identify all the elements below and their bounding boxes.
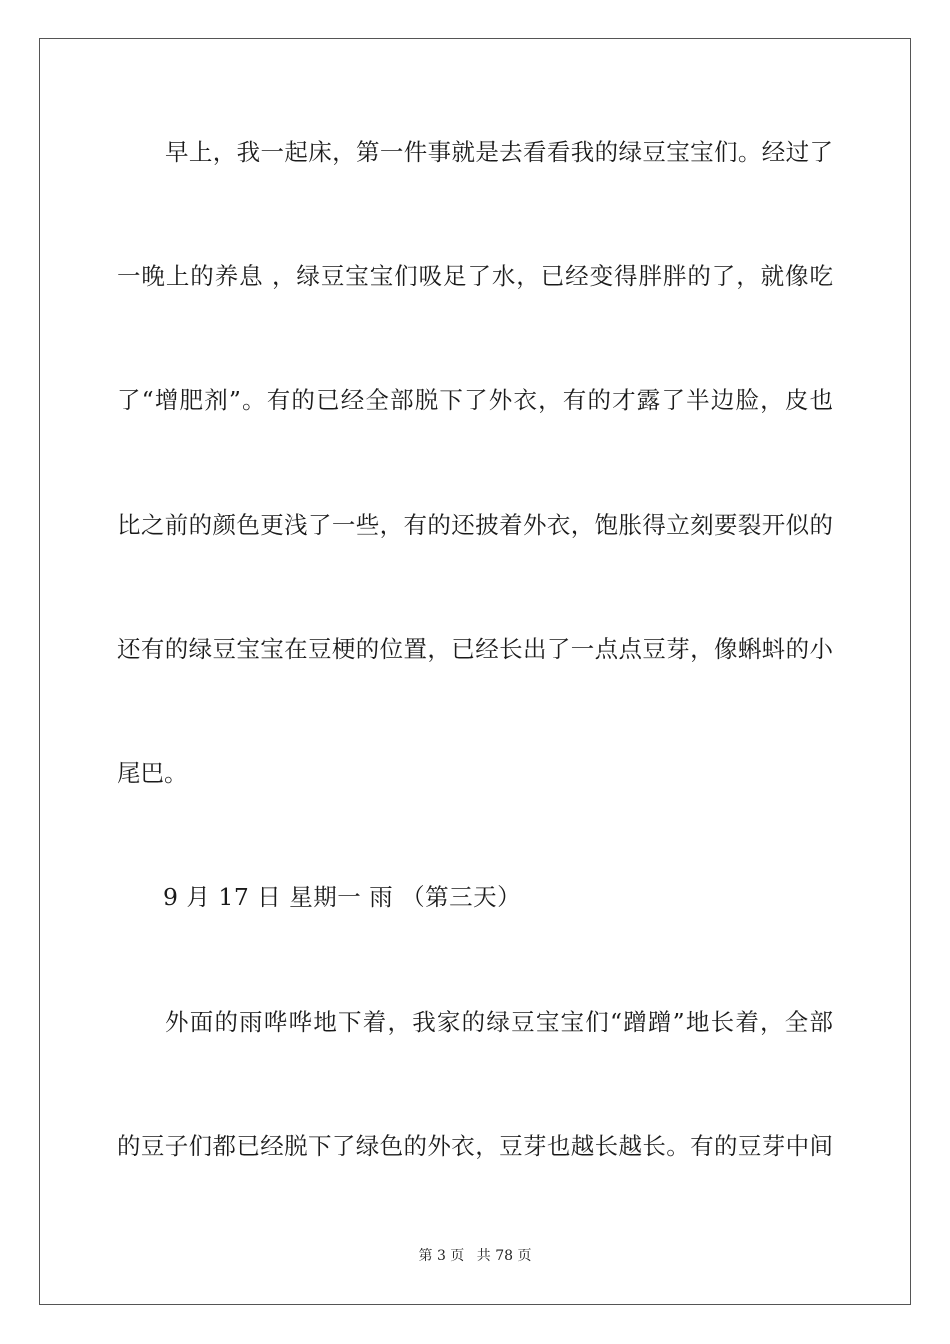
page-total: 共 78 页 (476, 1248, 532, 1264)
paragraph-2-line-1: 外面的雨哗哗地下着，我家的绿豆宝宝们“蹭蹭”地长着，全部 (165, 1008, 833, 1036)
page-border (39, 38, 911, 1305)
paragraph-1-line-1: 早上，我一起床，第一件事就是去看看我的绿豆宝宝们。经过了 (165, 138, 833, 166)
paragraph-1-line-6: 尾巴。 (117, 759, 188, 787)
page-footer (0, 1247, 950, 1265)
paragraph-1-line-5: 还有的绿豆宝宝在豆梗的位置，已经长出了一点点豆芽，像蝌蚪的小 (117, 635, 833, 663)
paragraph-1-line-2: 一晚上的养息 ，绿豆宝宝们吸足了水，已经变得胖胖的了，就像吃 (117, 262, 833, 290)
page-number: 第 3 页 (418, 1248, 465, 1264)
date-heading: 9 月 17 日 星期一 雨 （第三天） (163, 883, 522, 911)
paragraph-1-line-4: 比之前的颜色更浅了一些，有的还披着外衣，饱胀得立刻要裂开似的 (117, 511, 833, 539)
paragraph-1-line-3: 了“增肥剂”。有的已经全部脱下了外衣，有的才露了半边脸，皮也 (117, 386, 833, 414)
paragraph-2-line-2: 的豆子们都已经脱下了绿色的外衣，豆芽也越长越长。有的豆芽中间 (117, 1132, 833, 1160)
